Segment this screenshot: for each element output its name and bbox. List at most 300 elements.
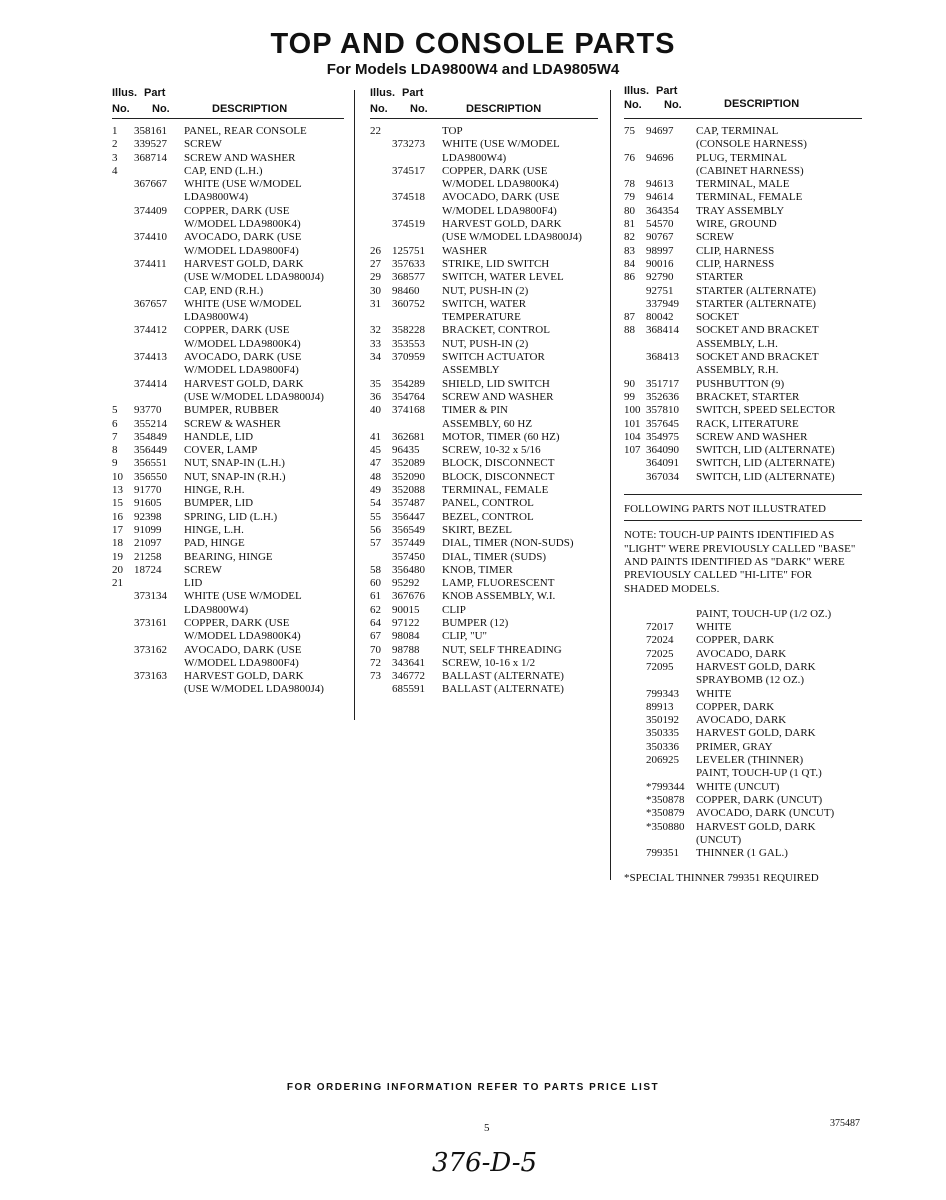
part-no: 91605 xyxy=(134,497,162,510)
part-no xyxy=(134,657,184,670)
part-description: TERMINAL, FEMALE xyxy=(442,484,549,497)
parts-row xyxy=(624,807,862,820)
parts-row xyxy=(370,497,598,510)
part-no: 343641 xyxy=(392,656,425,669)
parts-row xyxy=(112,644,344,657)
parts-row xyxy=(624,754,862,767)
part-description: MOTOR, TIMER (60 HZ) xyxy=(442,430,560,443)
parts-row xyxy=(624,152,862,165)
illus-no xyxy=(624,457,646,470)
illus-no: 6 xyxy=(112,417,118,430)
parts-row xyxy=(370,324,598,337)
illus-no xyxy=(370,218,392,231)
part-description: CLIP xyxy=(442,603,466,616)
part-description: WASHER xyxy=(442,244,488,257)
parts-row xyxy=(112,564,344,577)
parts-row xyxy=(112,431,344,444)
part-description: SCREW AND WASHER xyxy=(184,151,296,164)
parts-row xyxy=(370,311,598,324)
part-description: WHITE xyxy=(696,687,732,700)
parts-row xyxy=(370,378,598,391)
parts-row xyxy=(370,564,598,577)
parts-row xyxy=(370,604,598,617)
part-no xyxy=(134,630,184,643)
parts-row xyxy=(112,457,344,470)
parts-row xyxy=(112,152,344,165)
part-description: BUMPER, LID xyxy=(184,497,254,510)
parts-row xyxy=(624,634,862,647)
part-no: *350879 xyxy=(646,807,685,820)
part-description: AVOCADO, DARK (USE xyxy=(184,231,302,244)
parts-row xyxy=(624,418,862,431)
part-no: 352088 xyxy=(392,484,425,497)
part-description: LDA9800W4) xyxy=(184,191,249,204)
illus-no: 33 xyxy=(370,337,381,350)
part-no xyxy=(646,165,696,178)
illus-no xyxy=(370,178,392,191)
illus-no xyxy=(112,191,134,204)
part-description: COPPER, DARK (USE xyxy=(184,204,290,217)
part-description: KNOB, TIMER xyxy=(442,563,513,576)
parts-row xyxy=(624,661,862,674)
illus-no xyxy=(624,794,646,807)
note-line: "LIGHT" WERE PREVIOUSLY CALLED "BASE" xyxy=(624,542,856,555)
illus-no xyxy=(370,311,392,324)
part-no: 21258 xyxy=(134,550,162,563)
parts-row xyxy=(370,683,598,696)
parts-row xyxy=(112,138,344,151)
parts-row xyxy=(112,484,344,497)
part-description: NUT, SNAP-IN (L.H.) xyxy=(184,457,285,470)
part-no: 351717 xyxy=(646,377,679,390)
part-description: PAD, HINGE xyxy=(184,537,245,550)
parts-row xyxy=(624,741,862,754)
part-description: SPRAYBOMB (12 OZ.) xyxy=(696,674,805,687)
part-description: SOCKET AND BRACKET xyxy=(696,324,819,337)
part-no: 339527 xyxy=(134,138,167,151)
illus-no: 54 xyxy=(370,497,381,510)
parts-row xyxy=(112,364,344,377)
parts-row xyxy=(370,191,598,204)
illus-no xyxy=(112,364,134,377)
part-description: STRIKE, LID SWITCH xyxy=(442,257,550,270)
part-description: CLIP, HARNESS xyxy=(696,244,775,257)
part-no: 357487 xyxy=(392,497,425,510)
parts-row xyxy=(624,364,862,377)
parts-row xyxy=(370,551,598,564)
part-no: 357645 xyxy=(646,417,679,430)
illus-no xyxy=(624,821,646,834)
parts-row xyxy=(624,444,862,457)
parts-row xyxy=(370,590,598,603)
part-description: LDA9800W4) xyxy=(184,311,249,324)
parts-row xyxy=(624,727,862,740)
illus-no: 99 xyxy=(624,390,635,403)
part-no: 94696 xyxy=(646,151,674,164)
part-no: 346772 xyxy=(392,670,425,683)
illus-no: 31 xyxy=(370,297,381,310)
part-description: PANEL, REAR CONSOLE xyxy=(184,125,307,137)
part-description: CAP, TERMINAL xyxy=(696,125,779,137)
part-description: (UNCUT) xyxy=(696,833,742,846)
parts-row xyxy=(112,191,344,204)
parts-row xyxy=(112,338,344,351)
parts-row xyxy=(370,657,598,670)
illus-no xyxy=(112,324,134,337)
illus-no xyxy=(624,138,646,151)
parts-row xyxy=(624,218,862,231)
illus-no: 101 xyxy=(624,417,641,430)
parts-row xyxy=(112,670,344,683)
illus-label: Illus. xyxy=(112,87,138,99)
part-no: 21097 xyxy=(134,537,162,550)
no-label: No. xyxy=(664,99,682,111)
part-description: NUT, SELF THREADING xyxy=(442,643,562,656)
parts-row xyxy=(624,794,862,807)
part-no: 91099 xyxy=(134,523,162,536)
parts-rows xyxy=(370,125,598,697)
part-no: 358161 xyxy=(134,125,167,137)
parts-row xyxy=(112,351,344,364)
part-no: 364354 xyxy=(646,204,679,217)
illus-no xyxy=(112,285,134,298)
parts-row xyxy=(370,457,598,470)
parts-row xyxy=(370,444,598,457)
parts-row xyxy=(370,285,598,298)
part-no xyxy=(392,364,442,377)
part-no: 337949 xyxy=(646,297,679,310)
part-label: Part xyxy=(656,85,678,97)
part-description: AVOCADO, DARK (UNCUT) xyxy=(696,807,835,820)
section-divider xyxy=(624,520,862,521)
parts-row xyxy=(112,657,344,670)
part-description: NUT, SNAP-IN (R.H.) xyxy=(184,470,286,483)
part-description: PAINT, TOUCH-UP (1 QT.) xyxy=(696,767,822,780)
part-description: SWITCH, WATER xyxy=(442,297,527,310)
part-no: 360752 xyxy=(392,297,425,310)
part-description: (USE W/MODEL LDA9800J4) xyxy=(442,231,582,244)
illus-no: 1 xyxy=(112,125,118,137)
no-label: No. xyxy=(370,103,388,115)
part-description: HINGE, L.H. xyxy=(184,523,244,536)
illus-no xyxy=(112,617,134,630)
illus-no: 78 xyxy=(624,178,635,191)
illus-no xyxy=(112,657,134,670)
part-description: SPRING, LID (L.H.) xyxy=(184,510,278,523)
illus-no xyxy=(370,205,392,218)
illus-no xyxy=(624,767,646,780)
part-no: 54570 xyxy=(646,218,674,231)
part-description: PLUG, TERMINAL xyxy=(696,151,787,164)
no-label: No. xyxy=(410,103,428,115)
part-no xyxy=(392,418,442,431)
illus-no xyxy=(624,364,646,377)
illus-no xyxy=(624,688,646,701)
part-description: SCREW xyxy=(696,231,734,244)
parts-row xyxy=(624,767,862,780)
part-no: 80042 xyxy=(646,311,674,324)
part-description: TERMINAL, MALE xyxy=(696,178,790,191)
part-no: 72024 xyxy=(646,634,674,647)
illus-no xyxy=(624,285,646,298)
illus-no: 5 xyxy=(112,404,118,417)
part-no: 373134 xyxy=(134,590,167,603)
parts-row xyxy=(624,391,862,404)
illus-no xyxy=(624,847,646,860)
part-description: TERMINAL, FEMALE xyxy=(696,191,803,204)
part-description: CAP, END (R.H.) xyxy=(184,284,264,297)
part-no xyxy=(134,577,184,590)
part-description: CLIP, "U" xyxy=(442,630,488,643)
illus-no: 45 xyxy=(370,444,381,457)
parts-row xyxy=(112,378,344,391)
illus-no: 2 xyxy=(112,138,118,151)
illus-no: 22 xyxy=(370,125,381,137)
part-no: 350335 xyxy=(646,727,679,740)
part-no: 93770 xyxy=(134,404,162,417)
parts-row xyxy=(370,178,598,191)
parts-row xyxy=(370,617,598,630)
parts-row xyxy=(624,298,862,311)
part-description: PANEL, CONTROL xyxy=(442,497,534,510)
parts-row xyxy=(112,298,344,311)
part-description: W/MODEL LDA9800F4) xyxy=(442,204,557,217)
illus-no: 82 xyxy=(624,231,635,244)
parts-row xyxy=(112,524,344,537)
parts-column-1 xyxy=(112,84,344,697)
part-description: HINGE, R.H. xyxy=(184,484,245,497)
illus-no xyxy=(370,138,392,151)
illus-no xyxy=(624,351,646,364)
illus-no: 104 xyxy=(624,430,641,443)
parts-row xyxy=(112,551,344,564)
part-description: BALLAST (ALTERNATE) xyxy=(442,683,564,696)
illus-no: 20 xyxy=(112,563,123,576)
parts-row xyxy=(624,324,862,337)
part-no xyxy=(134,285,184,298)
parts-row xyxy=(112,271,344,284)
part-no: 357810 xyxy=(646,404,679,417)
part-no xyxy=(646,608,696,621)
part-description: (USE W/MODEL LDA9800J4) xyxy=(184,683,324,696)
part-description: COPPER, DARK xyxy=(696,700,775,713)
part-no xyxy=(134,218,184,231)
part-description: SOCKET xyxy=(696,311,739,324)
part-description: W/MODEL LDA9800K4) xyxy=(442,178,559,191)
part-no: 356447 xyxy=(392,510,425,523)
part-no: 374518 xyxy=(392,191,425,204)
part-no: 799343 xyxy=(646,687,679,700)
part-no: 370959 xyxy=(392,351,425,364)
part-description: LID xyxy=(184,577,203,590)
illus-no: 100 xyxy=(624,404,641,417)
parts-row xyxy=(370,138,598,151)
illus-no xyxy=(112,644,134,657)
parts-row xyxy=(624,834,862,847)
part-no xyxy=(392,125,442,138)
illus-no: 7 xyxy=(112,430,118,443)
illus-no xyxy=(624,471,646,484)
part-description: WHITE (USE W/MODEL xyxy=(184,178,302,191)
part-no: 374414 xyxy=(134,377,167,390)
part-description: SWITCH, LID (ALTERNATE) xyxy=(696,444,835,457)
parts-row xyxy=(112,617,344,630)
illus-no: 107 xyxy=(624,444,641,457)
part-no: 368414 xyxy=(646,324,679,337)
part-no: 373273 xyxy=(392,138,425,151)
part-no xyxy=(134,391,184,404)
part-description: SCREW, 10-16 x 1/2 xyxy=(442,656,536,669)
parts-row xyxy=(370,338,598,351)
part-no: 92790 xyxy=(646,271,674,284)
part-description: BEZEL, CONTROL xyxy=(442,510,534,523)
note-line: PREVIOUSLY CALLED "HI-LITE" FOR xyxy=(624,569,813,582)
part-description: SHIELD, LID SWITCH xyxy=(442,377,550,390)
part-no: 72025 xyxy=(646,647,674,660)
column-header xyxy=(370,84,598,119)
part-description: DIAL, TIMER (NON-SUDS) xyxy=(442,537,574,550)
part-description: TEMPERATURE xyxy=(442,311,521,324)
parts-row xyxy=(624,431,862,444)
part-no: 125751 xyxy=(392,244,425,257)
part-no: 354289 xyxy=(392,377,425,390)
illus-label: Illus. xyxy=(370,87,396,99)
page-number: 5 xyxy=(484,1122,490,1134)
part-description: BUMPER, RUBBER xyxy=(184,404,279,417)
illus-no: 80 xyxy=(624,204,635,217)
illus-no: 86 xyxy=(624,271,635,284)
part-description: BUMPER (12) xyxy=(442,616,509,629)
parts-row xyxy=(624,608,862,621)
not-illustrated-heading: FOLLOWING PARTS NOT ILLUSTRATED xyxy=(624,503,826,516)
part-description: W/MODEL LDA9800K4) xyxy=(184,337,301,350)
parts-row xyxy=(624,285,862,298)
part-no: 364090 xyxy=(646,444,679,457)
part-no: 356549 xyxy=(392,523,425,536)
parts-row xyxy=(112,285,344,298)
part-description: COPPER, DARK (USE xyxy=(442,164,548,177)
note-line: NOTE: TOUCH-UP PAINTS IDENTIFIED AS xyxy=(624,529,835,542)
illus-no xyxy=(112,391,134,404)
illus-label: Illus. xyxy=(624,85,650,97)
part-no xyxy=(134,311,184,324)
illus-no: 8 xyxy=(112,444,118,457)
part-description: NUT, PUSH-IN (2) xyxy=(442,337,529,350)
parts-row xyxy=(370,245,598,258)
parts-row xyxy=(370,125,598,138)
parts-row xyxy=(370,418,598,431)
column-divider xyxy=(610,90,611,880)
part-no: 357633 xyxy=(392,257,425,270)
parts-row xyxy=(370,577,598,590)
parts-row xyxy=(624,457,862,470)
parts-row xyxy=(624,338,862,351)
part-description: SWITCH, LID (ALTERNATE) xyxy=(696,470,835,483)
part-no: 94614 xyxy=(646,191,674,204)
ordering-footer: FOR ORDERING INFORMATION REFER TO PARTS PRICE LIST xyxy=(286,1082,660,1093)
parts-rows xyxy=(112,125,344,697)
parts-row xyxy=(370,205,598,218)
parts-row xyxy=(624,701,862,714)
illus-no: 17 xyxy=(112,523,123,536)
illus-no xyxy=(624,727,646,740)
part-description: SOCKET AND BRACKET xyxy=(696,351,819,364)
illus-no: 34 xyxy=(370,351,381,364)
parts-row xyxy=(370,391,598,404)
illus-no xyxy=(112,218,134,231)
parts-row xyxy=(112,590,344,603)
part-no xyxy=(646,138,696,151)
parts-row xyxy=(370,165,598,178)
parts-row xyxy=(624,471,862,484)
part-no xyxy=(134,604,184,617)
part-no xyxy=(392,178,442,191)
parts-row xyxy=(624,351,862,364)
illus-no xyxy=(370,191,392,204)
parts-row xyxy=(624,311,862,324)
illus-no xyxy=(112,271,134,284)
parts-column-2 xyxy=(370,84,598,697)
part-description: WHITE xyxy=(696,621,732,634)
illus-no: 9 xyxy=(112,457,118,470)
illus-no xyxy=(624,298,646,311)
part-no: 90767 xyxy=(646,231,674,244)
part-no: 206925 xyxy=(646,754,679,767)
part-description: PAINT, TOUCH-UP (1/2 OZ.) xyxy=(696,607,832,620)
parts-row xyxy=(370,231,598,244)
illus-no: 73 xyxy=(370,670,381,683)
part-description: TIMER & PIN xyxy=(442,404,508,417)
illus-no: 10 xyxy=(112,470,123,483)
part-no: 354849 xyxy=(134,430,167,443)
part-no: 367676 xyxy=(392,590,425,603)
part-no: 356550 xyxy=(134,470,167,483)
illus-no: 58 xyxy=(370,563,381,576)
illus-no xyxy=(624,807,646,820)
illus-no: 60 xyxy=(370,577,381,590)
illus-no xyxy=(112,604,134,617)
illus-no: 70 xyxy=(370,643,381,656)
page-subtitle: For Models LDA9800W4 and LDA9805W4 xyxy=(326,61,620,78)
part-no: 72017 xyxy=(646,621,674,634)
parts-row xyxy=(112,178,344,191)
part-description: SWITCH, WATER LEVEL xyxy=(442,271,564,284)
illus-no xyxy=(624,781,646,794)
illus-no: 56 xyxy=(370,523,381,536)
parts-row xyxy=(370,630,598,643)
part-description: ASSEMBLY, L.H. xyxy=(696,337,778,350)
illus-no: 40 xyxy=(370,404,381,417)
illus-no: 83 xyxy=(624,244,635,257)
illus-no xyxy=(624,714,646,727)
illus-no: 90 xyxy=(624,377,635,390)
part-no: 367034 xyxy=(646,470,679,483)
parts-row xyxy=(624,245,862,258)
illus-no: 62 xyxy=(370,603,381,616)
parts-row xyxy=(112,537,344,550)
parts-row xyxy=(112,311,344,324)
part-description: (CONSOLE HARNESS) xyxy=(696,138,807,151)
part-no xyxy=(646,767,696,780)
part-no: 364091 xyxy=(646,457,679,470)
part-description: PRIMER, GRAY xyxy=(696,740,773,753)
part-no: 367657 xyxy=(134,297,167,310)
parts-row xyxy=(112,404,344,417)
document-number: 375487 xyxy=(830,1118,860,1129)
parts-row xyxy=(370,152,598,165)
part-no: 362681 xyxy=(392,430,425,443)
part-no: 354975 xyxy=(646,430,679,443)
